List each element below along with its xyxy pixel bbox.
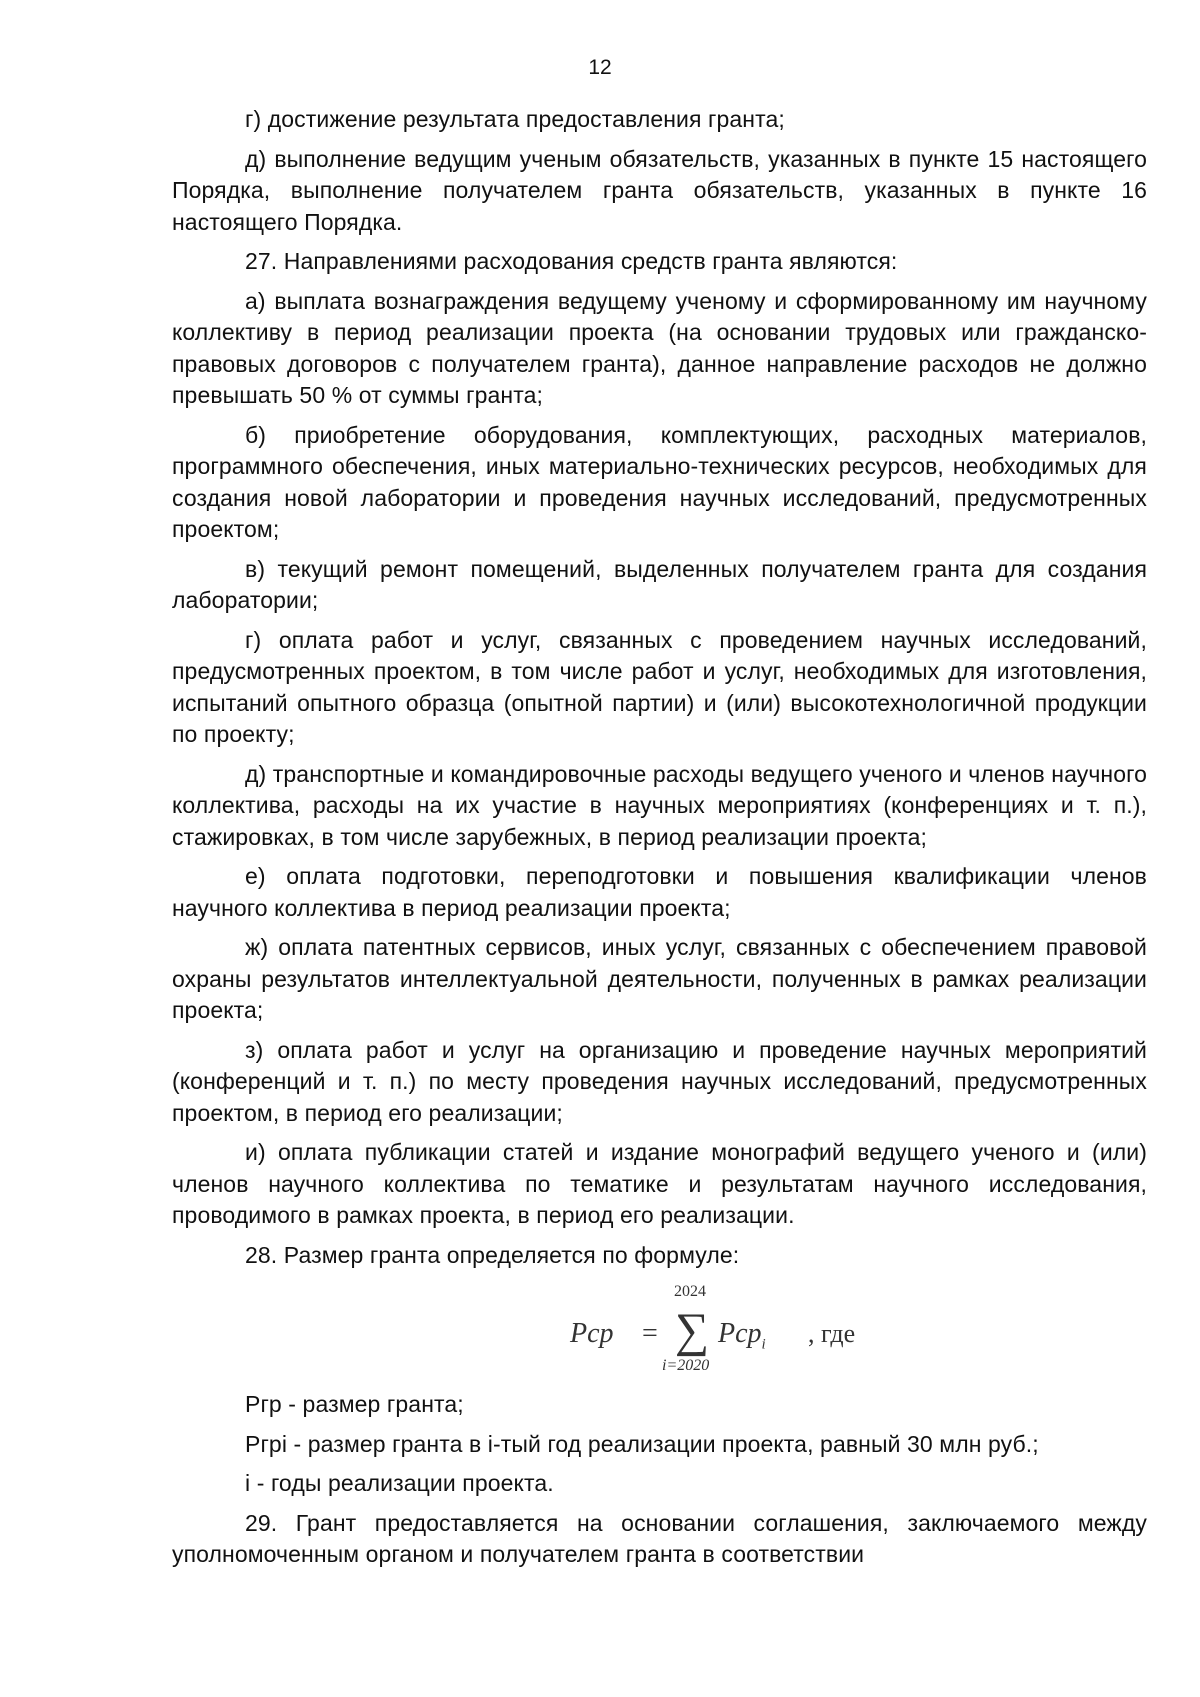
paragraph-27a: а) выплата вознаграждения ведущему ученому и сформированному им научному коллективу в период реализации проекта (на основании трудовых или гражданско-правовых договоров с получателем гранта), данное направление расходов не должно превышать 50 % от суммы гранта; (172, 287, 1147, 408)
formula-where: , где (808, 1319, 856, 1348)
paragraph-28-heading: 28. Размер гранта определяется по формуле: (245, 1241, 740, 1268)
paragraph-29: 29. Грант предоставляется на основании соглашения, заключаемого между уполномоченным органом и получателем гранта в соответствии (172, 1509, 1147, 1567)
grant-formula (172, 1279, 1147, 1383)
formula-expression (570, 1283, 870, 1379)
paragraph-27v: в) текущий ремонт помещений, выделенных получателем гранта для создания лаборатории; (172, 555, 1147, 613)
formula-term (718, 1319, 766, 1360)
paragraph-27g: г) оплата работ и услуг, связанных с проведением научных исследований, предусмотренных проектом, в том числе работ и услуг, необходимых для изготовления, испытаний опытного образца (опытной партии) и (или) высокотехнологичной продукции по проекту; (172, 626, 1147, 747)
paragraph-27b: б) приобретение оборудования, комплектующих, расходных материалов, программного обеспечения, иных материально-технических ресурсов, необходимых для создания новой лаборатории и проведения научных исследований, предусмотренных проектом; (172, 421, 1147, 542)
formula-equals: = (642, 1318, 658, 1349)
document-body (172, 104, 1147, 1579)
definition-rgri: Ргрi - размер гранта в i-тый год реализации проекта, равный 30 млн руб.; (245, 1430, 1039, 1457)
formula-lhs: Рср (570, 1318, 614, 1349)
formula-sigma: ∑ (675, 1304, 710, 1357)
formula-term-subscript: i (761, 1336, 766, 1353)
paragraph-27e: е) оплата подготовки, переподготовки и повышения квалификации членов научного коллектива в период реализации проекта; (172, 863, 1147, 921)
paragraph-27-heading: 27. Направлениями расходования средств гранта являются: (245, 248, 898, 274)
paragraph-27zh: ж) оплата патентных сервисов, иных услуг, связанных с обеспечением правовой охраны результатов интеллектуальной деятельности, полученных в рамках реализации проекта; (172, 934, 1147, 1023)
definition-rgr: Ргр - размер гранта; (245, 1391, 464, 1417)
paragraph-27d: д) транспортные и командировочные расходы ведущего ученого и членов научного коллектива, расходы на их участие в научных мероприятиях (конференциях и т. п.), стажировках, в том числе зарубежных, в период реализации проекта; (172, 760, 1147, 850)
formula-upper-limit: 2024 (674, 1283, 706, 1300)
paragraph-27z: з) оплата работ и услуг на организацию и проведение научных мероприятий (конференций и т. п.) по месту проведения научных исследований, предусмотренных проектом, в период его реализации; (172, 1036, 1147, 1126)
paragraph-27i: и) оплата публикации статей и издание монографий ведущего ученого и (или) членов научного коллектива по тематике и результатам научного исследования, проводимого в рамках проекта, в период его реализации. (172, 1139, 1147, 1228)
paragraph-result-achievement: г) достижение результата предоставления гранта; (245, 106, 785, 132)
definition-i: i - годы реализации проекта. (245, 1470, 554, 1496)
page-number: 12 (588, 56, 612, 79)
formula-term-symbol: Рср (718, 1318, 762, 1349)
formula-lower-limit: i=2020 (662, 1357, 710, 1374)
paragraph-obligations: д) выполнение ведущим ученым обязательств, указанных в пункте 15 настоящего Порядка, выполнение получателем гранта обязательств, указанных в пункте 16 настоящего Порядка. (172, 145, 1147, 235)
